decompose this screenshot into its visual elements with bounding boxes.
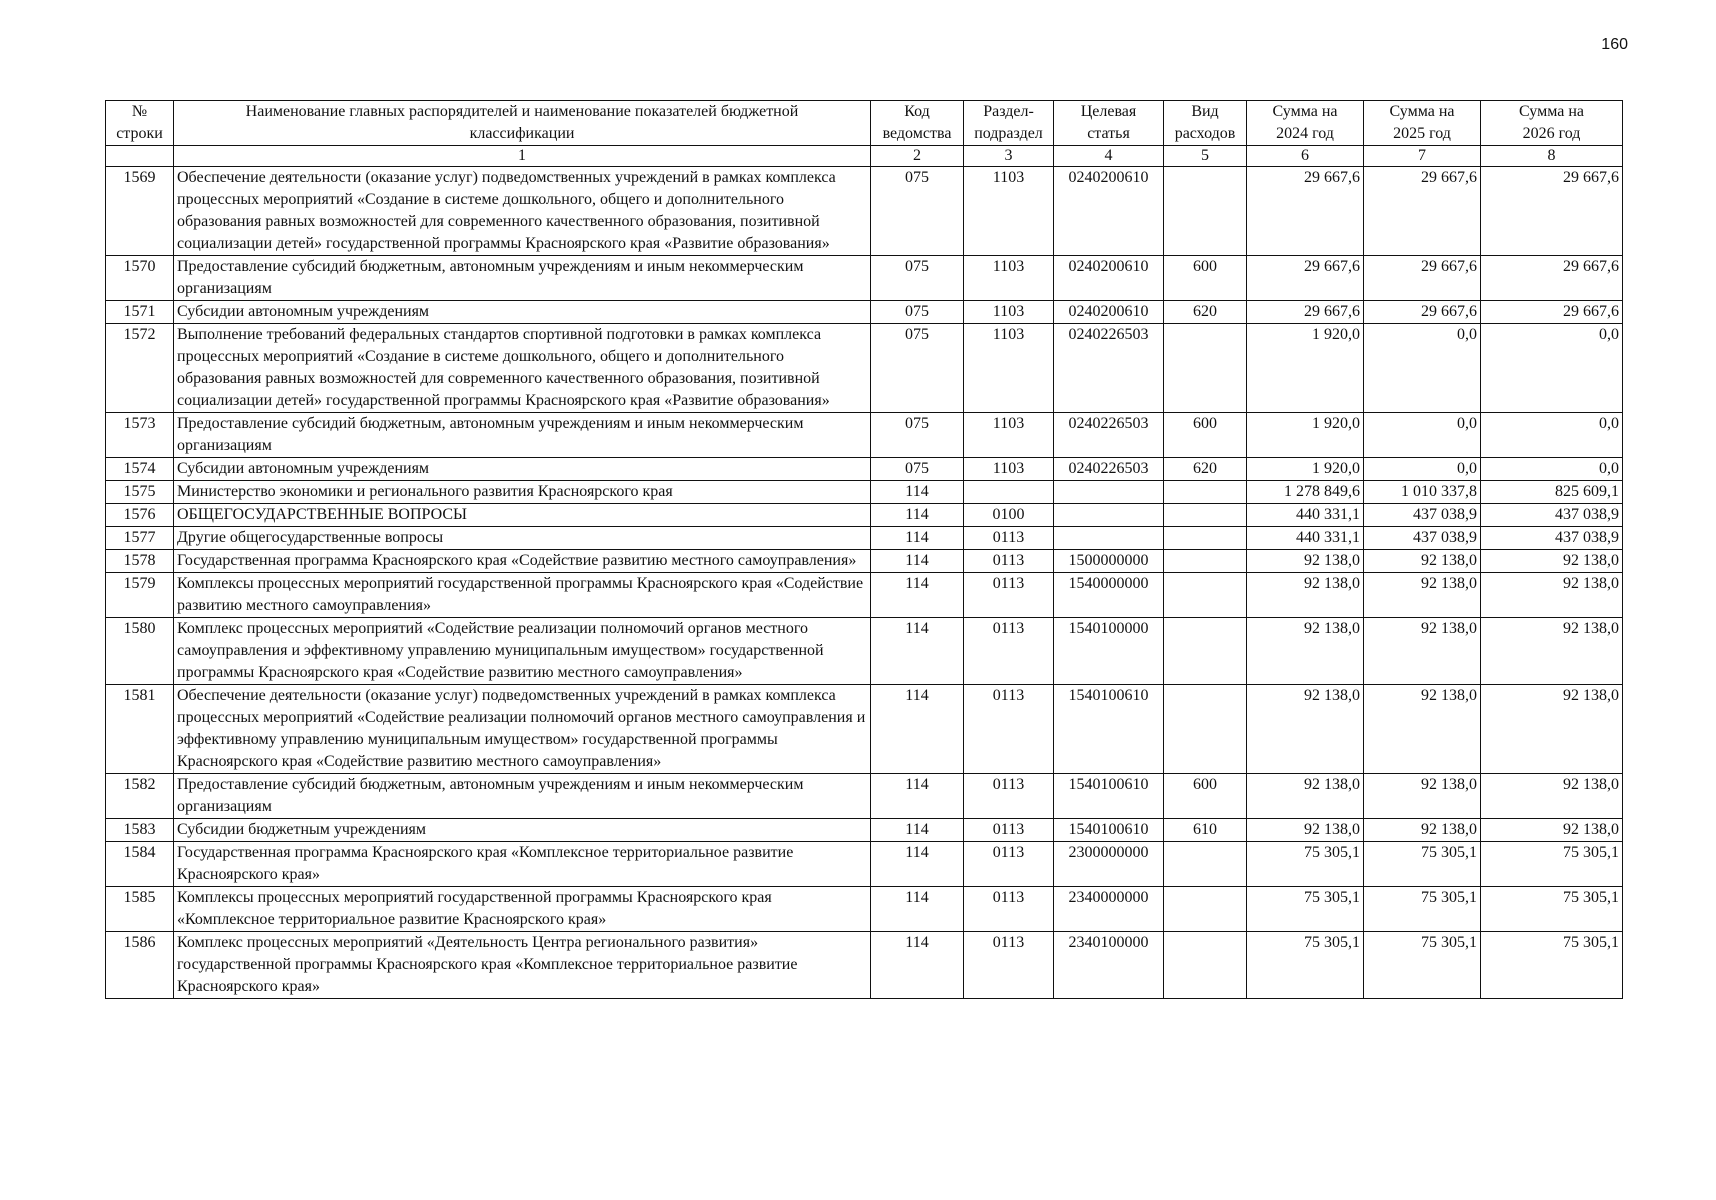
column-index-row: [106, 146, 1623, 167]
header-section: Раздел- подраздел: [964, 101, 1054, 146]
row-sum-2026: 75 305,1: [1481, 842, 1623, 887]
row-dept-code: 114: [871, 527, 964, 550]
row-sum-2024: 1 920,0: [1247, 324, 1364, 413]
table-row: [106, 167, 1623, 256]
table-row: [106, 256, 1623, 301]
row-section: 1103: [964, 256, 1054, 301]
row-sum-2026: 825 609,1: [1481, 481, 1623, 504]
row-sum-2026: 92 138,0: [1481, 550, 1623, 573]
row-expense-type: [1164, 887, 1247, 932]
row-sum-2025: 92 138,0: [1364, 618, 1481, 685]
row-section: 0113: [964, 932, 1054, 999]
table-row: [106, 618, 1623, 685]
row-sum-2025: 92 138,0: [1364, 573, 1481, 618]
row-name: Субсидии бюджетным учреждениям: [174, 819, 871, 842]
table-row: [106, 481, 1623, 504]
row-target-article: 0240200610: [1054, 301, 1164, 324]
row-expense-type: 600: [1164, 256, 1247, 301]
row-sum-2026: 92 138,0: [1481, 819, 1623, 842]
row-target-article: [1054, 504, 1164, 527]
column-index: 6: [1247, 146, 1364, 167]
row-section: 0113: [964, 550, 1054, 573]
header-sum-2024: Сумма на 2024 год: [1247, 101, 1364, 146]
row-name: Государственная программа Красноярского края «Содействие развитию местного самоуправления»: [174, 550, 871, 573]
table-row: [106, 458, 1623, 481]
row-sum-2024: 1 920,0: [1247, 458, 1364, 481]
table-row: [106, 527, 1623, 550]
row-dept-code: 075: [871, 458, 964, 481]
row-expense-type: [1164, 932, 1247, 999]
row-dept-code: 114: [871, 887, 964, 932]
row-expense-type: 600: [1164, 413, 1247, 458]
row-section: 1103: [964, 301, 1054, 324]
row-sum-2025: 92 138,0: [1364, 550, 1481, 573]
column-index: 2: [871, 146, 964, 167]
row-number: 1584: [106, 842, 174, 887]
row-section: 1103: [964, 324, 1054, 413]
row-section: [964, 481, 1054, 504]
row-sum-2026: 437 038,9: [1481, 504, 1623, 527]
row-dept-code: 075: [871, 324, 964, 413]
table-row: [106, 573, 1623, 618]
row-number: 1569: [106, 167, 174, 256]
row-name: ОБЩЕГОСУДАРСТВЕННЫЕ ВОПРОСЫ: [174, 504, 871, 527]
row-sum-2024: 75 305,1: [1247, 932, 1364, 999]
row-expense-type: [1164, 481, 1247, 504]
row-number: 1586: [106, 932, 174, 999]
row-number: 1578: [106, 550, 174, 573]
table-row: [106, 324, 1623, 413]
row-section: 1103: [964, 413, 1054, 458]
row-sum-2026: 92 138,0: [1481, 685, 1623, 774]
row-number: 1570: [106, 256, 174, 301]
header-row: [106, 101, 1623, 146]
row-target-article: 1540100610: [1054, 774, 1164, 819]
row-expense-type: [1164, 504, 1247, 527]
row-sum-2024: 29 667,6: [1247, 167, 1364, 256]
row-target-article: 1540000000: [1054, 573, 1164, 618]
row-sum-2024: 92 138,0: [1247, 774, 1364, 819]
table-header: [106, 101, 1623, 167]
row-sum-2024: 92 138,0: [1247, 819, 1364, 842]
row-dept-code: 114: [871, 481, 964, 504]
row-expense-type: 600: [1164, 774, 1247, 819]
table-row: [106, 504, 1623, 527]
header-sum-2026: Сумма на 2026 год: [1481, 101, 1623, 146]
row-dept-code: 114: [871, 685, 964, 774]
row-expense-type: [1164, 573, 1247, 618]
row-name: Комплекс процессных мероприятий «Содействие реализации полномочий органов местного самоуправления и эффективному управлению муниципальным имуществом» государственной программы Красноярского края «Содействие развитию местного самоуправления»: [174, 618, 871, 685]
row-dept-code: 114: [871, 819, 964, 842]
header-row-no: № строки: [106, 101, 174, 146]
row-sum-2026: 0,0: [1481, 413, 1623, 458]
row-dept-code: 075: [871, 167, 964, 256]
table-row: [106, 685, 1623, 774]
row-target-article: 0240200610: [1054, 167, 1164, 256]
row-sum-2026: 92 138,0: [1481, 774, 1623, 819]
row-target-article: 2340100000: [1054, 932, 1164, 999]
row-target-article: [1054, 481, 1164, 504]
row-name: Предоставление субсидий бюджетным, автономным учреждениям и иным некоммерческим организациям: [174, 413, 871, 458]
row-section: 0113: [964, 887, 1054, 932]
row-expense-type: [1164, 550, 1247, 573]
row-target-article: 2340000000: [1054, 887, 1164, 932]
column-index: 8: [1481, 146, 1623, 167]
row-sum-2026: 29 667,6: [1481, 301, 1623, 324]
row-dept-code: 114: [871, 504, 964, 527]
row-sum-2024: 75 305,1: [1247, 842, 1364, 887]
column-index: 4: [1054, 146, 1164, 167]
row-target-article: 1540100610: [1054, 819, 1164, 842]
row-expense-type: 620: [1164, 301, 1247, 324]
table-row: [106, 301, 1623, 324]
row-section: 0113: [964, 527, 1054, 550]
row-name: Государственная программа Красноярского края «Комплексное территориальное развитие Красноярского края»: [174, 842, 871, 887]
row-number: 1579: [106, 573, 174, 618]
row-sum-2024: 92 138,0: [1247, 550, 1364, 573]
row-section: 0113: [964, 819, 1054, 842]
row-name: Субсидии автономным учреждениям: [174, 458, 871, 481]
row-expense-type: [1164, 324, 1247, 413]
row-number: 1585: [106, 887, 174, 932]
table-row: [106, 842, 1623, 887]
row-section: 0113: [964, 685, 1054, 774]
row-target-article: [1054, 527, 1164, 550]
row-sum-2025: 437 038,9: [1364, 504, 1481, 527]
row-sum-2024: 440 331,1: [1247, 504, 1364, 527]
row-sum-2025: 1 010 337,8: [1364, 481, 1481, 504]
row-expense-type: [1164, 685, 1247, 774]
row-sum-2025: 92 138,0: [1364, 819, 1481, 842]
row-dept-code: 075: [871, 301, 964, 324]
table-row: [106, 819, 1623, 842]
row-name: Комплексы процессных мероприятий государственной программы Красноярского края «Содействие развитию местного самоуправления»: [174, 573, 871, 618]
row-number: 1580: [106, 618, 174, 685]
row-dept-code: 114: [871, 774, 964, 819]
row-name: Комплекс процессных мероприятий «Деятельность Центра регионального развития» государственной программы Красноярского края «Комплексное территориальное развитие Красноярского края»: [174, 932, 871, 999]
row-section: 0113: [964, 774, 1054, 819]
row-sum-2025: 75 305,1: [1364, 842, 1481, 887]
row-number: 1581: [106, 685, 174, 774]
row-sum-2024: 1 920,0: [1247, 413, 1364, 458]
row-sum-2025: 75 305,1: [1364, 887, 1481, 932]
row-expense-type: [1164, 527, 1247, 550]
row-number: 1577: [106, 527, 174, 550]
row-section: 0113: [964, 618, 1054, 685]
column-index: 1: [174, 146, 871, 167]
row-name: Субсидии автономным учреждениям: [174, 301, 871, 324]
row-name: Другие общегосударственные вопросы: [174, 527, 871, 550]
column-index: [106, 146, 174, 167]
row-expense-type: [1164, 167, 1247, 256]
row-name: Министерство экономики и регионального развития Красноярского края: [174, 481, 871, 504]
row-dept-code: 114: [871, 842, 964, 887]
row-section: 0113: [964, 573, 1054, 618]
row-sum-2025: 0,0: [1364, 458, 1481, 481]
row-target-article: 1540100000: [1054, 618, 1164, 685]
row-number: 1574: [106, 458, 174, 481]
table-row: [106, 550, 1623, 573]
row-sum-2025: 437 038,9: [1364, 527, 1481, 550]
row-section: 1103: [964, 458, 1054, 481]
row-number: 1575: [106, 481, 174, 504]
row-sum-2026: 29 667,6: [1481, 167, 1623, 256]
row-sum-2024: 440 331,1: [1247, 527, 1364, 550]
row-sum-2024: 1 278 849,6: [1247, 481, 1364, 504]
row-sum-2025: 92 138,0: [1364, 774, 1481, 819]
header-dept-code: Код ведомства: [871, 101, 964, 146]
header-name: Наименование главных распорядителей и наименование показателей бюджетной классификации: [174, 101, 871, 146]
row-expense-type: [1164, 842, 1247, 887]
budget-table: [105, 100, 1623, 999]
row-number: 1582: [106, 774, 174, 819]
row-sum-2024: 75 305,1: [1247, 887, 1364, 932]
table-row: [106, 774, 1623, 819]
row-sum-2024: 29 667,6: [1247, 301, 1364, 324]
row-dept-code: 075: [871, 256, 964, 301]
row-section: 0113: [964, 842, 1054, 887]
column-index: 7: [1364, 146, 1481, 167]
table-row: [106, 887, 1623, 932]
row-sum-2025: 92 138,0: [1364, 685, 1481, 774]
row-target-article: 0240226503: [1054, 324, 1164, 413]
row-number: 1583: [106, 819, 174, 842]
row-sum-2026: 29 667,6: [1481, 256, 1623, 301]
row-name: Обеспечение деятельности (оказание услуг) подведомственных учреждений в рамках комплекса процессных мероприятий «Содействие реализации полномочий органов местного самоуправления и эффективному управлению муниципальным имуществом» государственной программы Красноярского края «Содействие развитию местного самоуправления»: [174, 685, 871, 774]
row-sum-2025: 29 667,6: [1364, 167, 1481, 256]
row-expense-type: 610: [1164, 819, 1247, 842]
row-sum-2026: 75 305,1: [1481, 932, 1623, 999]
row-dept-code: 114: [871, 618, 964, 685]
row-number: 1572: [106, 324, 174, 413]
row-section: 1103: [964, 167, 1054, 256]
row-dept-code: 114: [871, 573, 964, 618]
row-name: Выполнение требований федеральных стандартов спортивной подготовки в рамках комплекса процессных мероприятий «Создание в системе дошкольного, общего и дополнительного образования равных возможностей для современного качественного образования, позитивной социализации детей» государственной программы Красноярского края «Развитие образования»: [174, 324, 871, 413]
row-sum-2026: 0,0: [1481, 324, 1623, 413]
row-dept-code: 114: [871, 932, 964, 999]
page-number: 160: [1601, 36, 1628, 53]
row-dept-code: 114: [871, 550, 964, 573]
row-sum-2026: 92 138,0: [1481, 618, 1623, 685]
row-sum-2025: 29 667,6: [1364, 301, 1481, 324]
row-target-article: 0240226503: [1054, 458, 1164, 481]
row-name: Предоставление субсидий бюджетным, автономным учреждениям и иным некоммерческим организациям: [174, 256, 871, 301]
row-section: 0100: [964, 504, 1054, 527]
table-row: [106, 413, 1623, 458]
row-sum-2025: 0,0: [1364, 413, 1481, 458]
row-name: Предоставление субсидий бюджетным, автономным учреждениям и иным некоммерческим организациям: [174, 774, 871, 819]
row-sum-2025: 29 667,6: [1364, 256, 1481, 301]
row-target-article: 2300000000: [1054, 842, 1164, 887]
row-sum-2024: 29 667,6: [1247, 256, 1364, 301]
row-sum-2026: 437 038,9: [1481, 527, 1623, 550]
row-sum-2024: 92 138,0: [1247, 685, 1364, 774]
header-target-article: Целевая статья: [1054, 101, 1164, 146]
row-sum-2026: 92 138,0: [1481, 573, 1623, 618]
row-target-article: 0240226503: [1054, 413, 1164, 458]
row-number: 1573: [106, 413, 174, 458]
row-dept-code: 075: [871, 413, 964, 458]
header-sum-2025: Сумма на 2025 год: [1364, 101, 1481, 146]
row-number: 1576: [106, 504, 174, 527]
row-sum-2024: 92 138,0: [1247, 573, 1364, 618]
row-target-article: 1540100610: [1054, 685, 1164, 774]
table-row: [106, 932, 1623, 999]
row-sum-2026: 0,0: [1481, 458, 1623, 481]
row-expense-type: [1164, 618, 1247, 685]
header-expense-type: Вид расходов: [1164, 101, 1247, 146]
row-expense-type: 620: [1164, 458, 1247, 481]
row-sum-2024: 92 138,0: [1247, 618, 1364, 685]
row-target-article: 1500000000: [1054, 550, 1164, 573]
row-number: 1571: [106, 301, 174, 324]
row-sum-2025: 0,0: [1364, 324, 1481, 413]
row-name: Обеспечение деятельности (оказание услуг) подведомственных учреждений в рамках комплекса процессных мероприятий «Создание в системе дошкольного, общего и дополнительного образования равных возможностей для современного качественного образования, позитивной социализации детей» государственной программы Красноярского края «Развитие образования»: [174, 167, 871, 256]
row-sum-2025: 75 305,1: [1364, 932, 1481, 999]
column-index: 5: [1164, 146, 1247, 167]
row-name: Комплексы процессных мероприятий государственной программы Красноярского края «Комплексное территориальное развитие Красноярского края»: [174, 887, 871, 932]
table-body: [106, 167, 1623, 999]
row-sum-2026: 75 305,1: [1481, 887, 1623, 932]
row-target-article: 0240200610: [1054, 256, 1164, 301]
column-index: 3: [964, 146, 1054, 167]
